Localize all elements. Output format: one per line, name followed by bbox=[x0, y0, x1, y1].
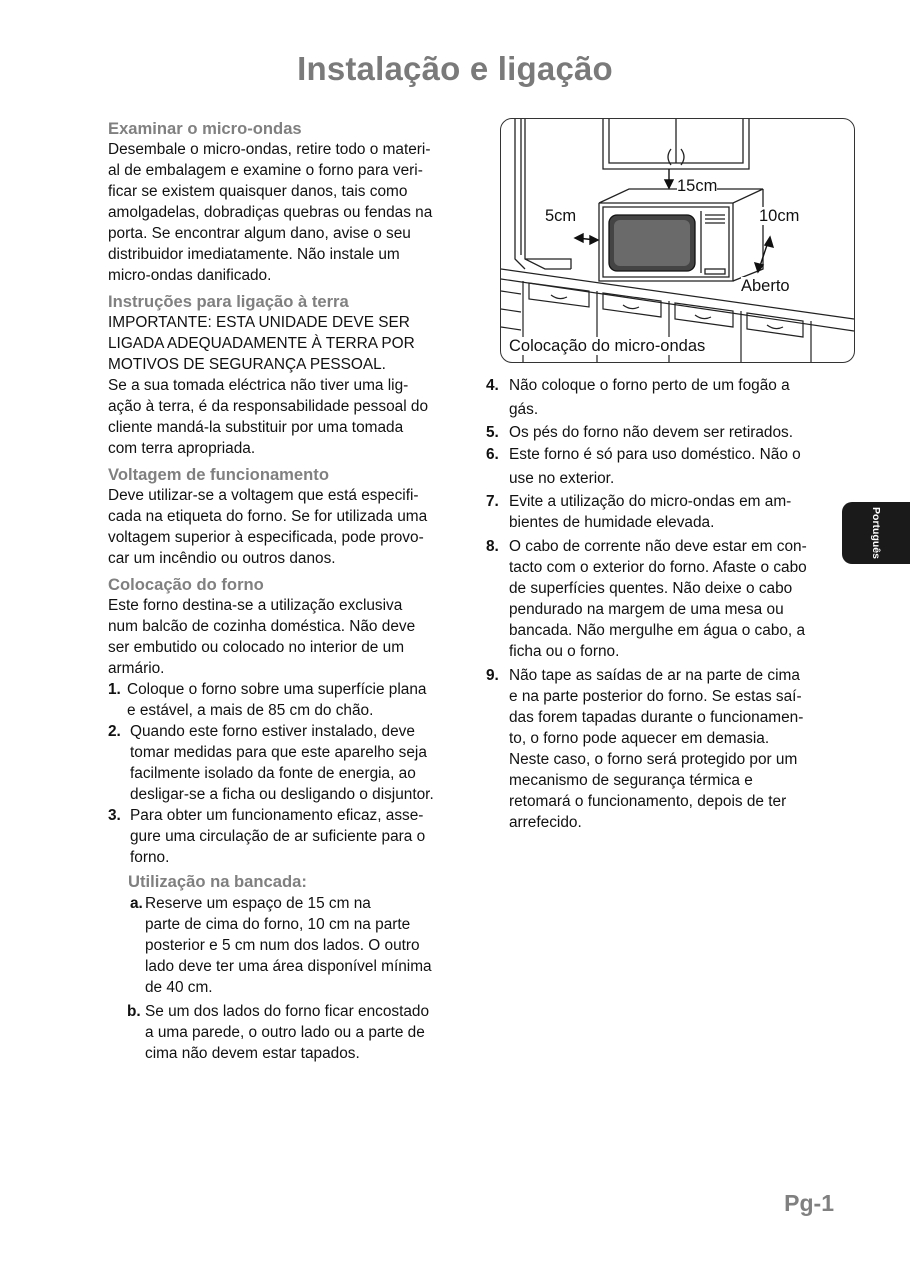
text-line: tacto com o exterior do forno. Afaste o cabo bbox=[509, 559, 807, 576]
list-letter: b. bbox=[127, 1003, 141, 1020]
text-line: ficar se existem quaisquer danos, tais como bbox=[108, 183, 408, 200]
text-line: Não tape as saídas de ar na parte de cima bbox=[509, 667, 800, 684]
text-line: O cabo de corrente não deve estar em con- bbox=[509, 538, 807, 555]
language-tab[interactable] bbox=[842, 502, 910, 564]
text-line: e na parte posterior do forno. Se estas saí- bbox=[509, 688, 802, 705]
text-line: cada na etiqueta do forno. Se for utilizada uma bbox=[108, 508, 428, 525]
list-item bbox=[130, 893, 470, 998]
text-line: IMPORTANTE: ESTA UNIDADE DEVE SER bbox=[108, 314, 410, 331]
text-line: cliente mandá-la substituir por uma tomada bbox=[108, 419, 404, 436]
text-line: bientes de humidade elevada. bbox=[509, 514, 715, 531]
section-heading: Colocação do forno bbox=[108, 575, 264, 594]
text-line: ação à terra, é da responsabilidade pessoal do bbox=[108, 398, 429, 415]
text-line: Quando este forno estiver instalado, deve bbox=[130, 723, 415, 740]
page-title: Instalação e ligação bbox=[297, 50, 613, 87]
section-body bbox=[108, 139, 470, 286]
text-line: armário. bbox=[108, 660, 165, 677]
text-line: Se um dos lados do forno ficar encostado bbox=[145, 1003, 430, 1020]
text-line: Os pés do forno não devem ser retirados. bbox=[509, 424, 794, 441]
text-line: cima não devem estar tapados. bbox=[145, 1045, 360, 1062]
microwave-placement-illustration bbox=[501, 119, 854, 362]
text-line: parte de cima do forno, 10 cm na parte bbox=[145, 916, 411, 933]
text-line: Neste caso, o forno será protegido por um bbox=[509, 751, 798, 768]
list-item bbox=[486, 536, 838, 662]
list-number: 5. bbox=[486, 424, 499, 441]
placement-figure bbox=[500, 118, 855, 363]
list-item bbox=[108, 805, 470, 868]
text-line: LIGADA ADEQUADAMENTE À TERRA POR bbox=[108, 335, 415, 352]
text-line: Este forno é só para uso doméstico. Não o bbox=[509, 446, 801, 463]
text-line: tomar medidas para que este aparelho seja bbox=[130, 744, 427, 761]
microwave-window-shade bbox=[614, 220, 690, 266]
text-line: de superfícies quentes. Não deixe o cabo bbox=[509, 580, 793, 597]
right-column bbox=[486, 374, 838, 833]
list-number: 4. bbox=[486, 377, 499, 394]
list-number: 2. bbox=[108, 723, 121, 740]
text-line: arrefecido. bbox=[509, 814, 582, 831]
text-line: MOTIVOS DE SEGURANÇA PESSOAL. bbox=[108, 356, 386, 373]
text-line: facilmente isolado da fonte de energia, ao bbox=[130, 765, 416, 782]
section-heading: Voltagem de funcionamento bbox=[108, 465, 329, 484]
list-number: 8. bbox=[486, 538, 499, 555]
list-letter: a. bbox=[130, 895, 143, 912]
language-tab-label: Português bbox=[870, 507, 882, 559]
text-line: Desembale o micro-ondas, retire todo o materi- bbox=[108, 141, 431, 158]
text-line: Evite a utilização do micro-ondas em am- bbox=[509, 493, 792, 510]
list-item bbox=[486, 665, 838, 833]
left-column bbox=[108, 118, 470, 1064]
text-line: retomará o funcionamento, depois de ter bbox=[509, 793, 787, 810]
list-item bbox=[486, 443, 838, 491]
text-line: ser embutido ou colocado no interior de um bbox=[108, 639, 405, 656]
text-line: ficha ou o forno. bbox=[509, 643, 620, 660]
text-line: Coloque o forno sobre uma superfície plana bbox=[127, 681, 427, 698]
list-number: 9. bbox=[486, 667, 499, 684]
list-item bbox=[108, 721, 470, 805]
text-line: al de embalagem e examine o forno para veri- bbox=[108, 162, 423, 179]
text-line: e estável, a mais de 85 cm do chão. bbox=[127, 702, 374, 719]
section-body bbox=[108, 595, 470, 679]
list-item bbox=[486, 491, 838, 533]
text-line: mecanismo de segurança térmica e bbox=[509, 772, 753, 789]
section-body bbox=[108, 312, 470, 459]
clearance-rear-label: 10cm bbox=[759, 207, 800, 225]
text-line: Se a sua tomada eléctrica não tiver uma lig- bbox=[108, 377, 409, 394]
text-line: voltagem superior à especificada, pode provo- bbox=[108, 529, 424, 546]
subsection-heading: Utilização na bancada: bbox=[128, 872, 307, 891]
text-line: to, o forno pode aquecer em demasia. bbox=[509, 730, 770, 747]
page-number: Pg-1 bbox=[784, 1190, 834, 1216]
text-line: de 40 cm. bbox=[145, 979, 213, 996]
text-line: Não coloque o forno perto de um fogão a bbox=[509, 377, 790, 394]
text-line: Deve utilizar-se a voltagem que está especifi- bbox=[108, 487, 419, 504]
clearance-top-label: 15cm bbox=[677, 177, 718, 195]
text-line: Este forno destina-se a utilização exclusiva bbox=[108, 597, 403, 614]
text-line: micro-ondas danificado. bbox=[108, 267, 272, 284]
list-item bbox=[108, 679, 470, 721]
text-line: desligar-se a ficha ou desligando o disjuntor. bbox=[130, 786, 434, 803]
text-line: lado deve ter uma área disponível mínima bbox=[145, 958, 432, 975]
list-number: 6. bbox=[486, 446, 499, 463]
list-item bbox=[486, 422, 838, 443]
list-item bbox=[486, 374, 838, 422]
figure-caption: Colocação do micro-ondas bbox=[509, 337, 706, 355]
text-line: das forem tapadas durante o funcionamen- bbox=[509, 709, 804, 726]
list-number: 1. bbox=[108, 681, 121, 698]
text-line: num balcão de cozinha doméstica. Não deve bbox=[108, 618, 416, 635]
list-number: 7. bbox=[486, 493, 499, 510]
text-line: forno. bbox=[130, 849, 170, 866]
list-number: 3. bbox=[108, 807, 121, 824]
text-line: car um incêndio ou outros danos. bbox=[108, 550, 336, 567]
text-line: Para obter um funcionamento eficaz, asse- bbox=[130, 807, 424, 824]
list-item bbox=[127, 1001, 470, 1064]
text-line: pendurado na margem de uma mesa ou bbox=[509, 601, 784, 618]
text-line: posterior e 5 cm num dos lados. O outro bbox=[145, 937, 420, 954]
text-line: a uma parede, o outro lado ou a parte de bbox=[145, 1024, 425, 1041]
section-body bbox=[108, 485, 470, 569]
text-line: bancada. Não mergulhe em água o cabo, a bbox=[509, 622, 806, 639]
text-line: porta. Se encontrar algum dano, avise o seu bbox=[108, 225, 411, 242]
text-line: use no exterior. bbox=[509, 470, 615, 487]
text-line: amolgadelas, dobradiças quebras ou fendas na bbox=[108, 204, 433, 221]
text-line: gure uma circulação de ar suficiente para o bbox=[130, 828, 426, 845]
clearance-side-label: 5cm bbox=[545, 207, 577, 225]
text-line: Reserve um espaço de 15 cm na bbox=[145, 895, 371, 912]
text-line: com terra apropriada. bbox=[108, 440, 256, 457]
section-heading: Instruções para ligação à terra bbox=[108, 292, 349, 311]
text-line: distribuidor imediatamente. Não instale um bbox=[108, 246, 400, 263]
text-line: gás. bbox=[509, 401, 539, 418]
section-heading: Examinar o micro-ondas bbox=[108, 119, 302, 138]
open-side-label: Aberto bbox=[741, 277, 790, 295]
